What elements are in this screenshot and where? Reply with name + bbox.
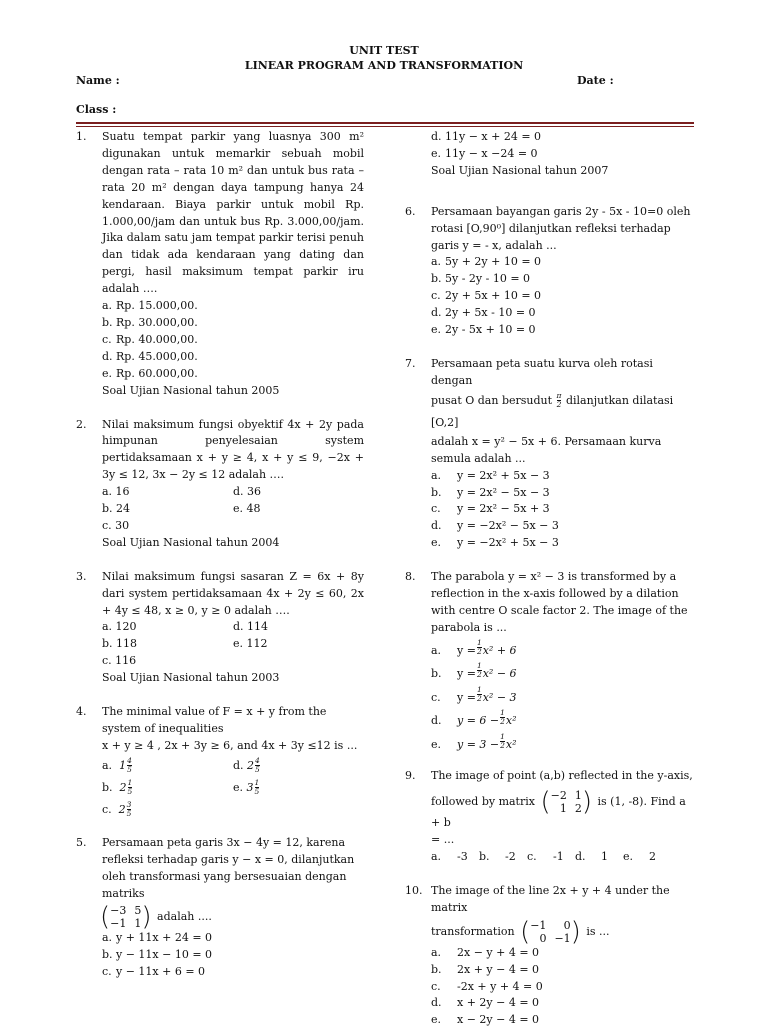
left-column [76, 129, 364, 981]
question-text: Suatu tempat parkir yang luasnya 300 m² digunakan untuk memarkir sebuah mobil dengan rata – rata 10 m² dan untuk bus rata – rata 20 m² dengan daya tampung hanya 24 kendaraan. Biaya parkir untuk mobil Rp. 1.000,00/jam dan untuk bus Rp. 3.000,00/jam. Jika dalam satu jam tempat parkir terisi penuh dan tidak ada kendaraan yang dating dan pergi, hasil maksimum tempat parkir iru adalah …. [102, 130, 364, 296]
option-text: Rp. 40.000,00. [116, 332, 198, 346]
option-b [102, 315, 364, 332]
option-row [102, 636, 364, 653]
question-text-3: = ... [431, 833, 455, 847]
option-text: Rp. 15.000,00. [116, 299, 198, 313]
option-d [431, 129, 693, 146]
option-list [431, 468, 693, 553]
option-list [102, 930, 364, 981]
option-letter: d. [431, 996, 442, 1010]
option-e [431, 535, 693, 552]
option-text: Rp. 45.000,00. [116, 349, 198, 363]
option-text: Rp. 30.000,00. [116, 315, 198, 329]
transformation-matrix: ( −1 0 0 −1 ) [520, 916, 581, 947]
option-d: d. 2 $\frac{4}{5}$ [233, 756, 260, 775]
question-text: The image of point (a,b) reflected in the y-axis, [431, 769, 693, 783]
option-text: 5y + 2y + 10 = 0 [445, 255, 542, 269]
question-number: 8. [405, 570, 416, 584]
question-source: Soal Ujian Nasional tahun 2005 [102, 383, 280, 397]
option-e: e. 48 [233, 502, 261, 516]
question-5-continued [431, 129, 693, 180]
option-b: b. 24 [102, 502, 131, 516]
question-5 [76, 835, 364, 981]
option-b: b. y = $\frac{1}{2}$ x² − 6 [431, 661, 517, 681]
option-text: y = −2x² + 5x − 3 [457, 536, 559, 550]
question-7 [405, 356, 693, 552]
header-rule-thin [76, 126, 694, 127]
option-d [102, 349, 364, 366]
option-c [431, 288, 693, 305]
option-list [431, 129, 693, 163]
question-10 [405, 883, 693, 1029]
question-number: 9. [405, 769, 416, 783]
option-e: e. y = 3 − $\frac{1}{2}$ x² [431, 731, 517, 751]
question-source: Soal Ujian Nasional tahun 2007 [431, 163, 609, 177]
option-a [431, 849, 479, 866]
matrix-line: transformation ( −1 0 0 −1 ) is ... [431, 916, 610, 947]
option-e: e. 3 $\frac{1}{5}$ [233, 778, 260, 797]
option-c: c. 30 [102, 518, 130, 532]
option-letter: c. [431, 502, 441, 516]
question-number: 6. [405, 204, 416, 218]
question-6 [405, 204, 693, 339]
option-a [431, 468, 693, 485]
option-row [102, 755, 364, 777]
question-number: 4. [76, 705, 87, 719]
option-letter: b. [431, 962, 442, 976]
option-b: b. 118 [102, 637, 138, 651]
question-2 [76, 417, 364, 552]
option-letter: c. [431, 979, 441, 993]
question-number: 2. [76, 417, 87, 431]
option-letter: d. [431, 130, 442, 143]
option-e [431, 146, 693, 163]
option-text: 2x − y + 4 = 0 [457, 945, 540, 959]
option-text: 2y + 5x - 10 = 0 [445, 306, 536, 320]
option-c [102, 964, 364, 981]
option-a [431, 945, 693, 962]
question-text: Persamaan peta garis 3x − 4y = 12, karena refleksi terhadap garis y − x = 0, dilanjutkan oleh transformasi yang bersesuaian dengan matriks [102, 835, 355, 900]
option-letter: d. [431, 519, 442, 533]
page-title: UNIT TEST [349, 44, 419, 57]
option-c [527, 849, 575, 866]
option-c [431, 501, 693, 518]
option-letter: e. [102, 366, 113, 380]
question-number: 3. [76, 569, 87, 583]
question-source: Soal Ujian Nasional tahun 2004 [102, 535, 280, 549]
option-b [102, 947, 364, 964]
transformation-matrix: ( −3 5 −1 1 ) [100, 902, 152, 933]
question-source: Soal Ujian Nasional tahun 2003 [102, 671, 280, 685]
question-text-2: x + y ≥ 4 , 2x + 3y ≥ 6, and 4x + 3y ≤12 is ... [102, 738, 358, 752]
option-text: 2y + 5x + 10 = 0 [445, 289, 542, 303]
question-1 [76, 129, 364, 400]
option-e [431, 1012, 693, 1029]
option-text: -2x + y + 4 = 0 [457, 979, 543, 993]
option-text: y = −2x² − 5x − 3 [457, 519, 559, 533]
option-a [102, 930, 364, 947]
option-list [431, 849, 693, 866]
class-label: Class : [76, 103, 117, 116]
option-letter: d. [431, 306, 442, 320]
option-d [431, 995, 693, 1012]
question-number: 5. [76, 835, 87, 849]
option-letter: e. [431, 1013, 442, 1027]
option-letter: d. [575, 849, 586, 863]
date-label: Date : [577, 74, 614, 87]
question-text-2: pusat O dan bersudut $\frac{\pi}{2}$ dilanjutkan dilatasi [O,2] [431, 391, 674, 429]
option-row [102, 501, 364, 518]
page-subtitle: LINEAR PROGRAM AND TRANSFORMATION [244, 59, 524, 72]
option-list [431, 639, 693, 757]
option-letter: c. [431, 289, 441, 303]
option-text: y − 11x + 6 = 0 [116, 965, 206, 979]
option-text: 11y − x −24 = 0 [445, 146, 538, 160]
option-a [102, 298, 364, 315]
question-number: 10. [405, 883, 423, 897]
option-b: b. 2 $\frac{1}{5}$ [102, 778, 133, 797]
option-e: e. 112 [233, 637, 268, 651]
option-letter: e. [431, 146, 442, 160]
option-text: 1 [601, 849, 608, 863]
question-text: Nilai maksimum fungsi sasaran Z = 6x + 8y dari system pertidaksamaan 4x + 2y ≤ 60, 2x + 4y ≤ 48, x ≥ 0, y ≥ 0 adalah …. [102, 569, 364, 617]
option-row [102, 619, 364, 636]
question-text: Persamaan peta suatu kurva oleh rotasi dengan [431, 356, 653, 387]
option-letter: a. [102, 299, 113, 313]
transformation-matrix: ( −2 1 1 2 ) [540, 787, 592, 818]
option-e [431, 322, 693, 339]
option-letter: c. [102, 965, 112, 979]
option-letter: b. [102, 948, 113, 962]
option-letter: d. [102, 349, 113, 363]
option-text: Rp. 60.000,00. [116, 366, 198, 380]
option-letter: a. [102, 931, 113, 945]
option-text: 2x + y − 4 = 0 [457, 962, 540, 976]
question-text: Nilai maksimum fungsi obyektif 4x + 2y pada himpunan penyelesaian system pertidaksamaan x + y ≥ 4, x + y ≤ 9, −2x + 3y ≤ 12, 3x − 2y ≤ 12 adalah …. [102, 417, 364, 482]
option-c: c. 116 [102, 654, 137, 668]
option-text: 2 [649, 849, 656, 863]
option-letter: e. [623, 849, 634, 863]
option-c [431, 979, 693, 996]
option-list [431, 945, 693, 1029]
question-8 [405, 569, 693, 756]
header-rule [76, 122, 694, 124]
option-d [431, 518, 693, 535]
option-text: -3 [457, 849, 468, 863]
matrix-line [100, 902, 364, 933]
option-text: -1 [553, 849, 564, 863]
question-3 [76, 569, 364, 687]
option-text: y = 2x² − 5x − 3 [457, 485, 550, 499]
option-e [623, 849, 671, 866]
option-row [102, 777, 364, 799]
option-c: c. 2 $\frac{3}{5}$ [102, 800, 132, 819]
option-letter: e. [431, 536, 442, 550]
question-text: The minimal value of F = x + y from the system of inequalities [102, 705, 327, 735]
option-c: c. y = $\frac{1}{2}$ x² − 3 [431, 684, 517, 704]
option-list [431, 254, 693, 339]
option-text: x − 2y − 4 = 0 [457, 1013, 540, 1027]
option-text: 5y - 2y - 10 = 0 [445, 272, 531, 286]
question-text: The parabola y = x² − 3 is transformed by a reflection in the x-axis followed by a dilation with centre O scale factor 2. The image of the parabola is ... [431, 570, 688, 634]
option-letter: a. [431, 945, 442, 959]
option-list [102, 298, 364, 383]
option-text: y + 11x + 24 = 0 [116, 931, 213, 945]
option-letter: a. [431, 468, 442, 482]
option-letter: a. [431, 255, 442, 269]
option-text: 2y - 5x + 10 = 0 [445, 323, 536, 337]
option-letter: b. [431, 485, 442, 499]
option-d: d. 36 [233, 485, 262, 499]
option-a: a. y = $\frac{1}{2}$ x² + 6 [431, 637, 517, 657]
question-text-3: adalah x = y² − 5x + 6. Persamaan kurva semula adalah ... [431, 434, 662, 465]
option-e [102, 366, 364, 383]
option-a [431, 254, 693, 271]
option-b [479, 849, 527, 866]
name-label: Name : [76, 74, 120, 87]
option-letter: c. [527, 849, 537, 863]
option-text: y − 11x − 10 = 0 [116, 948, 213, 962]
right-column [405, 129, 693, 1029]
option-letter: b. [102, 315, 113, 329]
option-letter: e. [431, 323, 442, 337]
option-text: 11y − x + 24 = 0 [445, 130, 542, 143]
option-letter: c. [102, 332, 112, 346]
matrix-line: followed by matrix ( −2 1 1 2 ) is (1, -8). Find a + b [431, 787, 686, 830]
question-text: Persamaan bayangan garis 2y - 5x - 10=0 oleh rotasi [O,90⁰] dilanjutkan refleksi terhadap garis y = - x, adalah ... [431, 204, 691, 252]
option-d [575, 849, 623, 866]
option-text: y = 2x² + 5x − 3 [457, 468, 550, 482]
option-letter: b. [479, 849, 490, 863]
option-letter: a. [431, 849, 442, 863]
option-text: -2 [505, 849, 516, 863]
question-number: 7. [405, 356, 416, 370]
option-b [431, 962, 693, 979]
option-a: a. 1 $\frac{4}{5}$ [102, 756, 132, 775]
option-text: x + 2y − 4 = 0 [457, 996, 540, 1010]
matrix-after-text: adalah .... [157, 910, 212, 924]
option-letter: b. [431, 272, 442, 286]
question-4 [76, 704, 364, 821]
question-text: The image of the line 2x + y + 4 under the matrix [431, 883, 670, 914]
option-b [431, 485, 693, 502]
option-a: a. 16 [102, 485, 130, 499]
option-a: a. 120 [102, 620, 137, 634]
option-row [102, 484, 364, 501]
option-b [431, 271, 693, 288]
option-text: y = 2x² − 5x + 3 [457, 502, 550, 516]
question-number: 1. [76, 130, 87, 143]
option-d: d. y = 6 − $\frac{1}{2}$ x² [431, 708, 517, 728]
option-c [102, 332, 364, 349]
option-d [431, 305, 693, 322]
option-d: d. 114 [233, 620, 269, 634]
question-9 [405, 768, 693, 866]
